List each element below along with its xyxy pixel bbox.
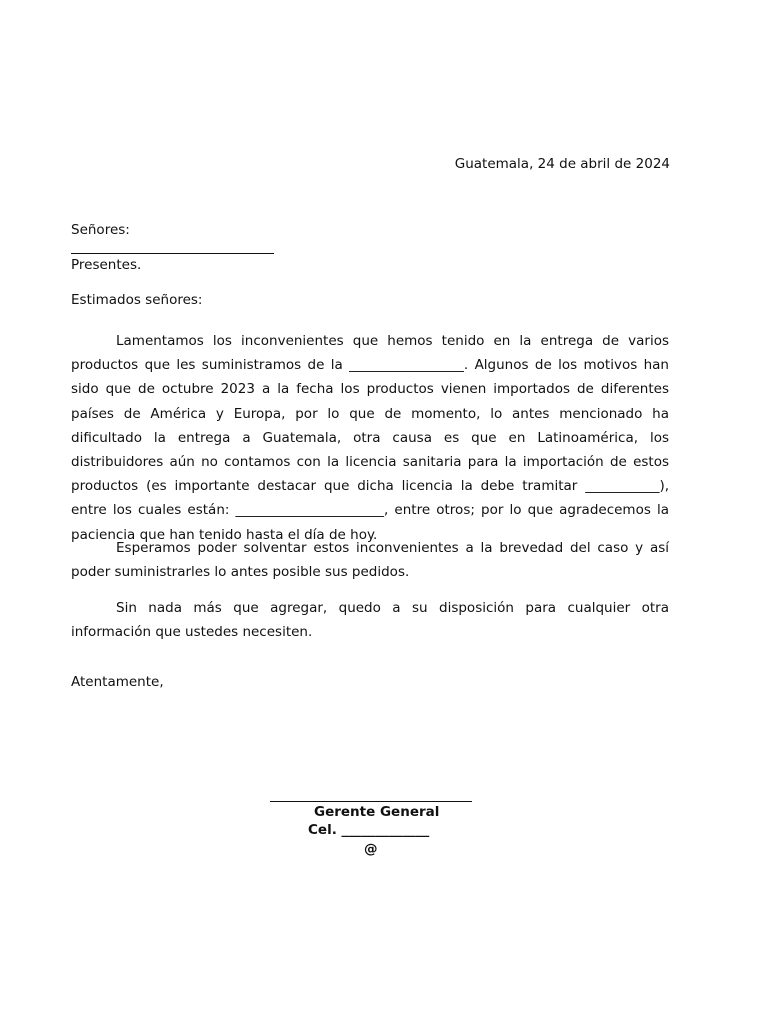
signature-title: Gerente General (314, 804, 440, 820)
body-paragraph-1: Lamentamos los inconvenientes que hemos tenido en la entrega de varios productos que les suministramos de la _________________. Algunos de los motivos han sido que de octubre 2023 a la fecha los productos vienen importados de diferentes países de América y Europa, por lo que de momento, lo antes mencionado ha dificultado la entrega a Guatemala, otra causa es que en Latinoamérica, los distribuidores aún no contamos con la licencia sanitaria para la importación de estos productos (es importante destacar que dicha licencia la debe tramitar ___________), entre los cuales están: ______________________, entre otros; por lo que agradecemos la paciencia que han tenido hasta el día de hoy. (71, 333, 669, 543)
signature-email: @ (364, 841, 378, 857)
date-line: Guatemala, 24 de abril de 2024 (454, 156, 670, 172)
body-paragraph-2: Esperamos poder solventar estos inconvenientes a la brevedad del caso y así poder suministrarles lo antes posible sus pedidos. (71, 540, 669, 581)
greeting: Estimados señores: (71, 292, 203, 308)
signature-line (270, 801, 472, 802)
closing: Atentamente, (71, 674, 164, 690)
recipient-blank-line (71, 253, 274, 254)
body-paragraph-3: Sin nada más que agregar, quedo a su disposición para cualquier otra información que ustedes necesiten. (71, 600, 669, 641)
salutation-recipient: Señores: (71, 222, 130, 238)
signature-phone: Cel. _____________ (308, 822, 430, 838)
presentes-line: Presentes. (71, 257, 142, 273)
